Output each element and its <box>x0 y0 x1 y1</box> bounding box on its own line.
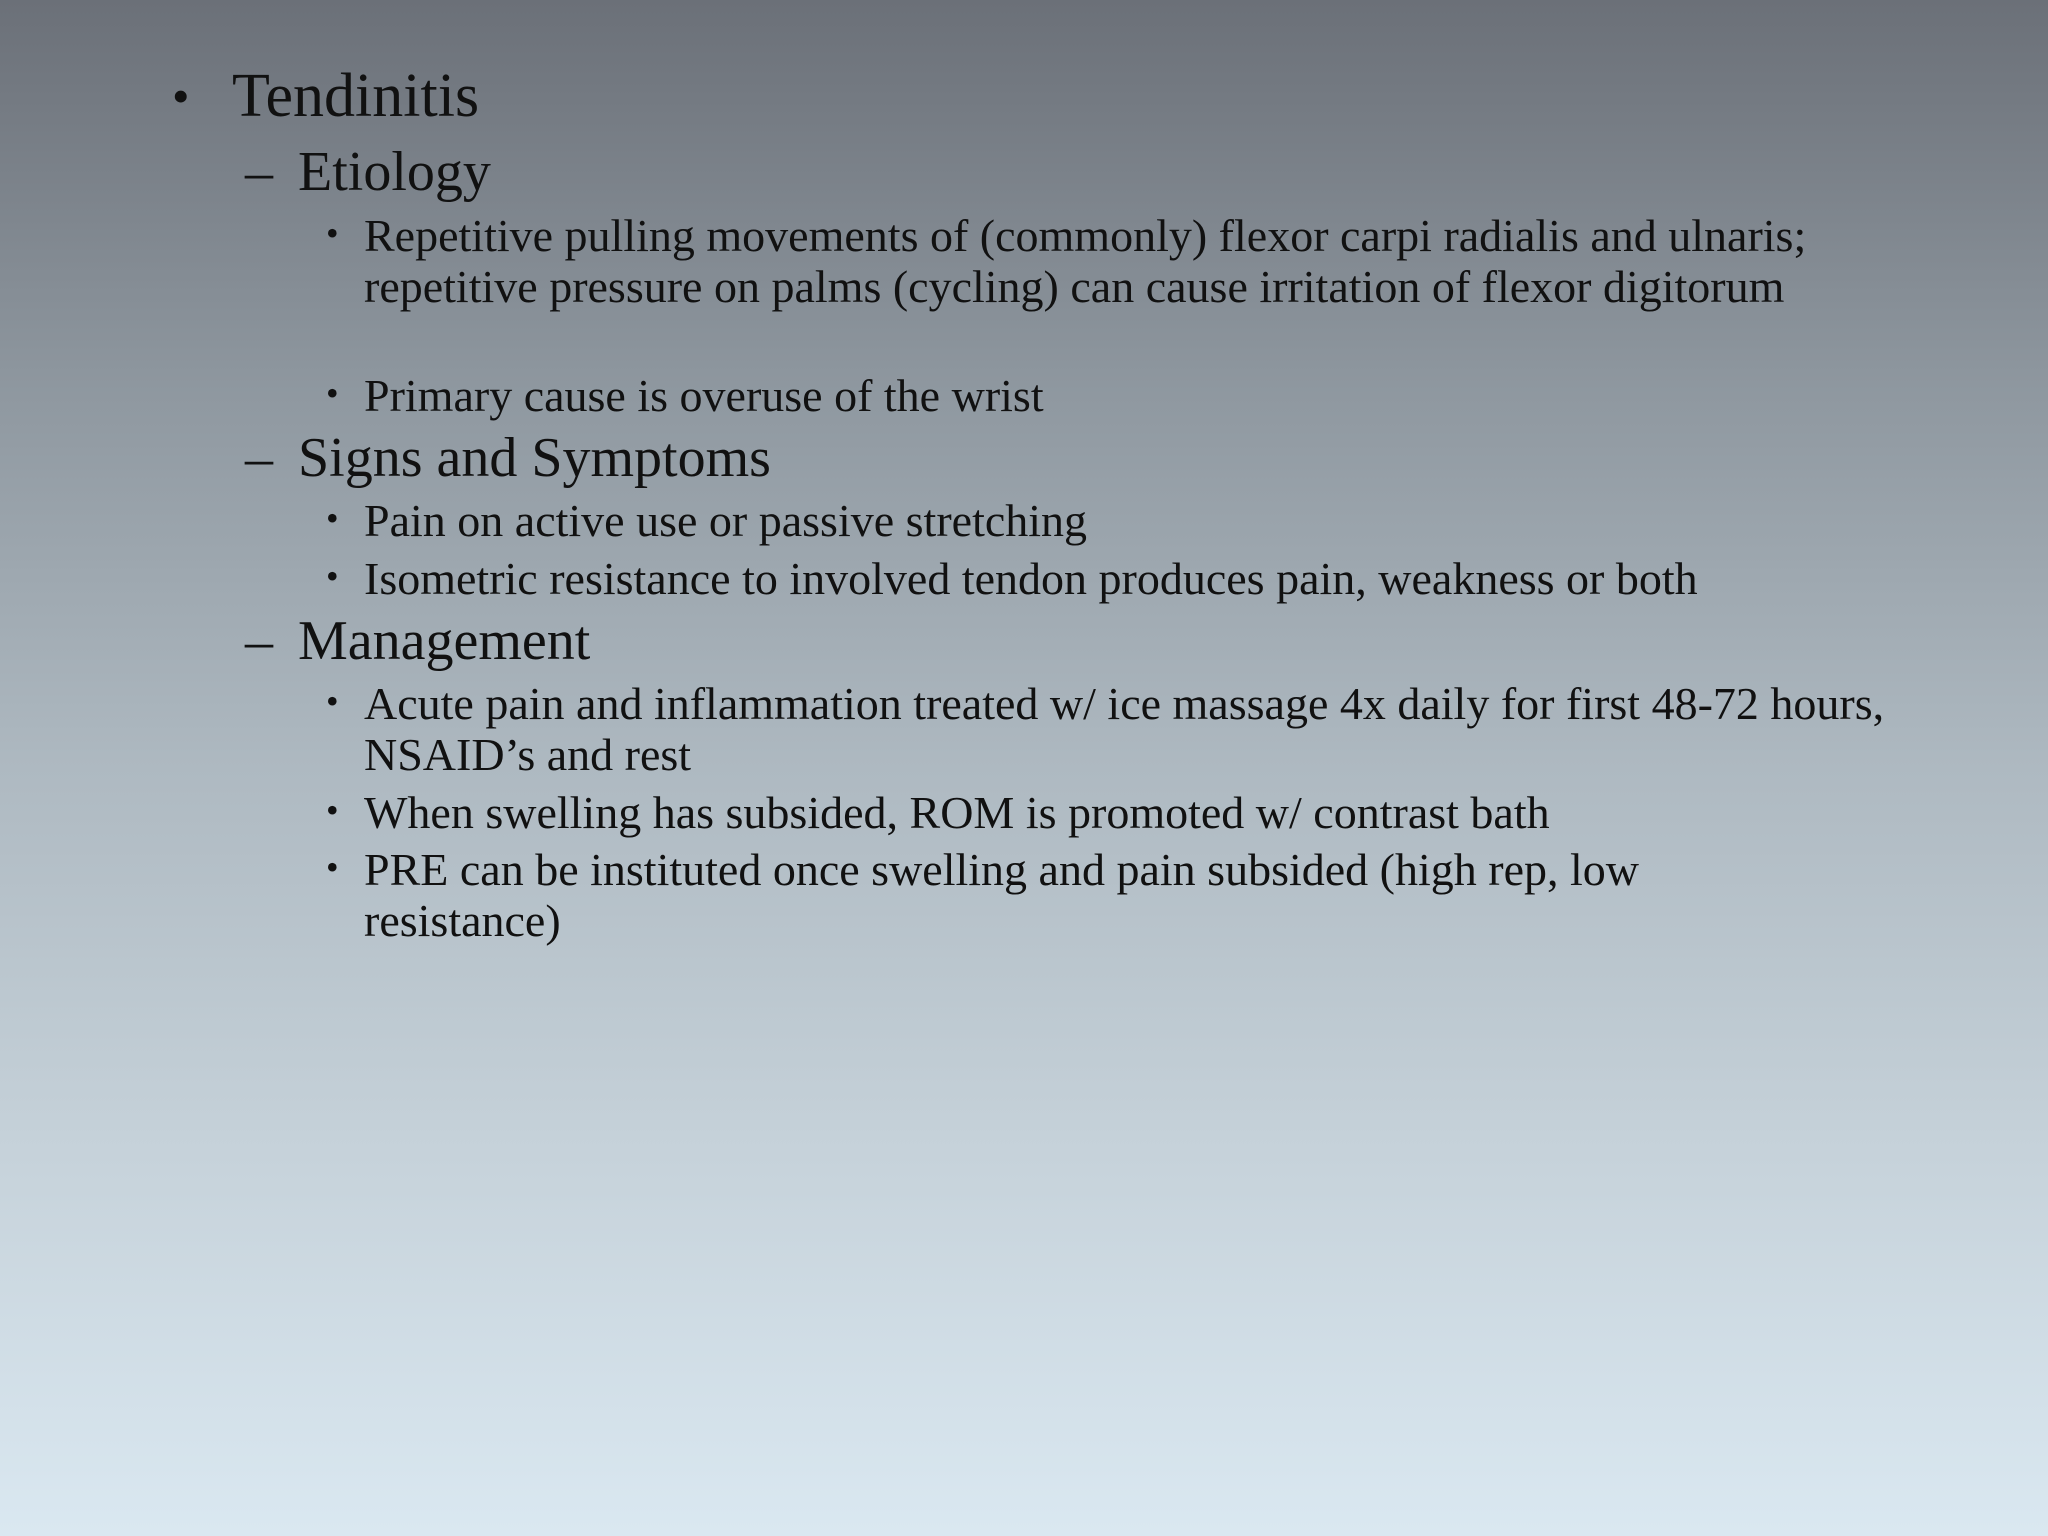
bullet-item: • When swelling has subsided, ROM is promoted w/ contrast bath <box>326 787 1550 838</box>
bullet-icon: • <box>326 556 339 596</box>
bullet-item: • Acute pain and inflammation treated w/ ice massage 4x daily for first 48-72 hours, NSAID’s and rest <box>326 678 1885 780</box>
slide: • Tendinitis – Etiology • Repetitive pulling movements of (commonly) flexor carpi radialis and ulnaris; repetitive pressure on palms (cycling) can cause irritation of flexor digitorum • Primary cause is overuse of the wrist – Signs and Symptoms • Pain on active use or passive stretching • Isometric resistance to involved tendon produces pain, weakness or both – Management • Acute pain and inflammation treated w/ ice massage 4x daily for first 48-72 hours, NSAID’s and rest • When swelling has subsided, ROM is promoted w/ contrast bath • PRE can be instituted once swelling and pain subsided (high rep, low resistance) <box>0 0 2048 1536</box>
bullet-icon: • <box>326 498 339 538</box>
bullet-item: • PRE can be instituted once swelling and pain subsided (high rep, low resistance) <box>326 844 1639 946</box>
dash-icon: – <box>245 610 273 672</box>
bullet-icon: • <box>326 373 339 413</box>
dash-icon: – <box>245 141 273 203</box>
bullet-item: • Pain on active use or passive stretching <box>326 495 1088 546</box>
bullet-item: • Repetitive pulling movements of (commonly) flexor carpi radialis and ulnaris; repetitive pressure on palms (cycling) can cause irritation of flexor digitorum <box>326 210 1807 312</box>
bullet-icon: • <box>326 790 339 830</box>
dash-icon: – <box>245 427 273 489</box>
bullet-icon: • <box>326 847 339 887</box>
bullet-item: • Primary cause is overuse of the wrist <box>326 370 1044 421</box>
bullet-icon: • <box>172 68 190 124</box>
bullet-item: • Isometric resistance to involved tendon produces pain, weakness or both <box>326 553 1698 604</box>
bullet-icon: • <box>326 213 339 253</box>
bullet-icon: • <box>326 681 339 721</box>
